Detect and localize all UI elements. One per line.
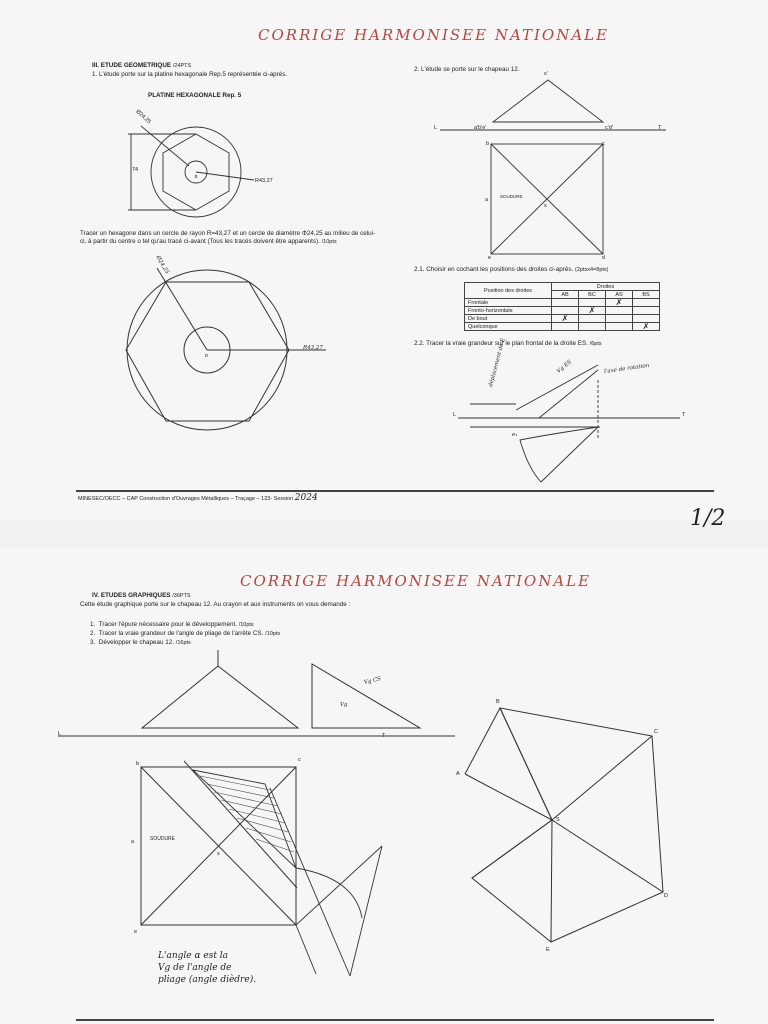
table-row <box>465 323 660 331</box>
answer-diameter-label: Ø24,25 <box>154 254 170 276</box>
check-cell <box>552 299 579 307</box>
check-cell <box>633 307 660 315</box>
small-center-label: o <box>194 174 198 180</box>
dev-label-S: S <box>556 817 560 823</box>
table-row <box>465 299 660 307</box>
plan-label-s: s <box>544 203 547 209</box>
large-hexagon <box>126 282 289 421</box>
plan2-label-c: c <box>298 757 301 763</box>
row-label: De bout <box>465 315 552 323</box>
large-hexagon-figure <box>126 268 326 430</box>
dim-diameter-label: Ø24,25 <box>134 108 152 126</box>
small-hexagon-figure <box>128 126 254 217</box>
chapeau-elevation <box>440 80 666 130</box>
dev-label-E: E <box>546 947 550 953</box>
plan2-label-a: a <box>131 839 135 845</box>
note-line: L'angle α est la <box>158 951 229 961</box>
elevation-left-labels: a'b'e' <box>474 125 487 131</box>
page-mark: 1/2 <box>690 506 726 531</box>
item22-text: 2.2. Tracer la vraie grandeur sur le plan frontal de la droite ES. /6pts <box>414 340 602 347</box>
vg-es-label: Vg ES <box>556 359 573 375</box>
table-col-header: BS <box>633 291 660 299</box>
check-cell: ✗ <box>606 299 633 307</box>
handwritten-note <box>158 950 256 986</box>
plan2-label-s: s <box>217 851 220 857</box>
development-figure <box>465 708 663 942</box>
label-T: T <box>658 125 662 131</box>
task-item: 1. Tracer l'épure nécessaire pour le développement. /10pts <box>90 621 254 628</box>
section4-intro: Cette étude graphique porte sur le chapeau 12. Au crayon et aux instruments on vous demande : <box>80 601 351 608</box>
sheet2-title: CORRIGE HARMONISEE NATIONALE <box>240 572 592 590</box>
dev-label-C: C <box>654 729 658 735</box>
check-cell <box>606 315 633 323</box>
label-L: L <box>434 125 438 131</box>
plan-label-a: a <box>485 197 489 203</box>
label-L-sheet2: L <box>58 731 62 737</box>
plan-label-b: b <box>486 141 490 147</box>
row-label: Fronto-horizontale <box>465 307 552 315</box>
geometry-drawings-sheet2 <box>0 548 768 1024</box>
droites-table <box>464 282 660 331</box>
table-col-header: AB <box>552 291 579 299</box>
task-item: 2. Tracer la vraie grandeur de l'angle de pliage de l'arrête CS. /10pts <box>90 630 281 637</box>
sheet-title: CORRIGE HARMONISEE NATIONALE <box>258 26 610 44</box>
large-center-label: o <box>205 353 208 359</box>
row-label: Frontale <box>465 299 552 307</box>
dev-label-B: B <box>496 699 500 705</box>
true-length-triangle <box>312 664 420 728</box>
note-line: pliage (angle dièdre). <box>158 975 257 985</box>
e1-label: e₁ <box>512 432 518 438</box>
dev-label-A: A <box>456 771 460 777</box>
check-cell: ✗ <box>633 323 660 331</box>
rotation-axis-label: l'axe de rotation <box>603 362 650 376</box>
label-L2: L <box>453 412 457 418</box>
label-T-sheet2: T <box>382 733 386 739</box>
item1-text: 1. L'étude porte sur la platine hexagonale Rep.5 représentée ci-après. <box>92 71 288 78</box>
bottom-rule <box>76 1019 714 1021</box>
footer-text: MINESEC/OECC – CAP Construction d'Ouvrages Métalliques – Traçage – 123- Session 2024 <box>78 493 318 503</box>
item21-text: 2.1. Choisir en cochant les positions des droites ci-après. (2ptsx4=8pts) <box>414 266 609 273</box>
table-row <box>465 315 660 323</box>
table-col-header: BC <box>579 291 606 299</box>
elevation-right-labels: c'd' <box>605 125 613 131</box>
check-cell: ✗ <box>552 315 579 323</box>
check-cell <box>579 315 606 323</box>
vg-cs-label: Vg CS <box>363 676 382 686</box>
elevation-triangle <box>142 650 298 728</box>
dim-radius-label: R43,27 <box>255 178 273 184</box>
hatched-angle-region <box>193 770 296 868</box>
table-col-header: AS <box>606 291 633 299</box>
check-cell <box>552 323 579 331</box>
hexagon-instructions: Tracer un hexagone dans un cercle de rayon R=43,27 et un cercle de diamètre Φ24,25 au milieu de celui-ci, à partir du centre o tel qu'au tracé ci-avant (Tous les tracés doivent être apparents). /10pts <box>80 230 376 246</box>
check-cell <box>633 299 660 307</box>
platine-title: PLATINE HEXAGONALE Rep. 5 <box>148 92 242 99</box>
plan2-label-b: b <box>136 761 140 767</box>
answer-radius-label: R43,27 <box>303 345 323 351</box>
plan2-label-e: e <box>134 929 138 935</box>
dim-height-label: 74 <box>132 167 139 173</box>
plan-label-e: e <box>488 255 492 261</box>
soudure-label-sheet2: SOUDURE <box>150 836 176 842</box>
vg-label: Vg <box>340 702 348 708</box>
check-cell <box>606 323 633 331</box>
soudure-label: SOUDURE <box>500 194 523 199</box>
exam-sheet-page-2 <box>0 548 768 1024</box>
construction-lines <box>270 788 382 976</box>
table-header-position: Position des droites <box>465 283 552 299</box>
item2-text: 2. L'étude se porte sur le chapeau 12. <box>414 66 520 73</box>
check-cell <box>579 323 606 331</box>
note-line: Vg de l'angle de <box>158 963 232 973</box>
task-item: 3. Développer le chapeau 12. /16pts <box>90 639 191 646</box>
section4-heading: IV. ETUDES GRAPHIQUES /36PTS <box>92 592 191 599</box>
label-T2: T <box>682 412 686 418</box>
deplacement-label: déplacement de E <box>488 337 507 388</box>
check-cell <box>606 307 633 315</box>
check-cell: ✗ <box>579 307 606 315</box>
table-header-droites: Droites <box>552 283 660 291</box>
plan-label-c: c <box>602 141 605 147</box>
dev-label-D: D <box>664 893 668 899</box>
section3-heading: III. ETUDE GEOMETRIQUE /24PTS <box>92 62 192 69</box>
row-label: Quelconque <box>465 323 552 331</box>
plan-label-d: d <box>602 255 606 261</box>
apex-label: s' <box>544 71 548 77</box>
